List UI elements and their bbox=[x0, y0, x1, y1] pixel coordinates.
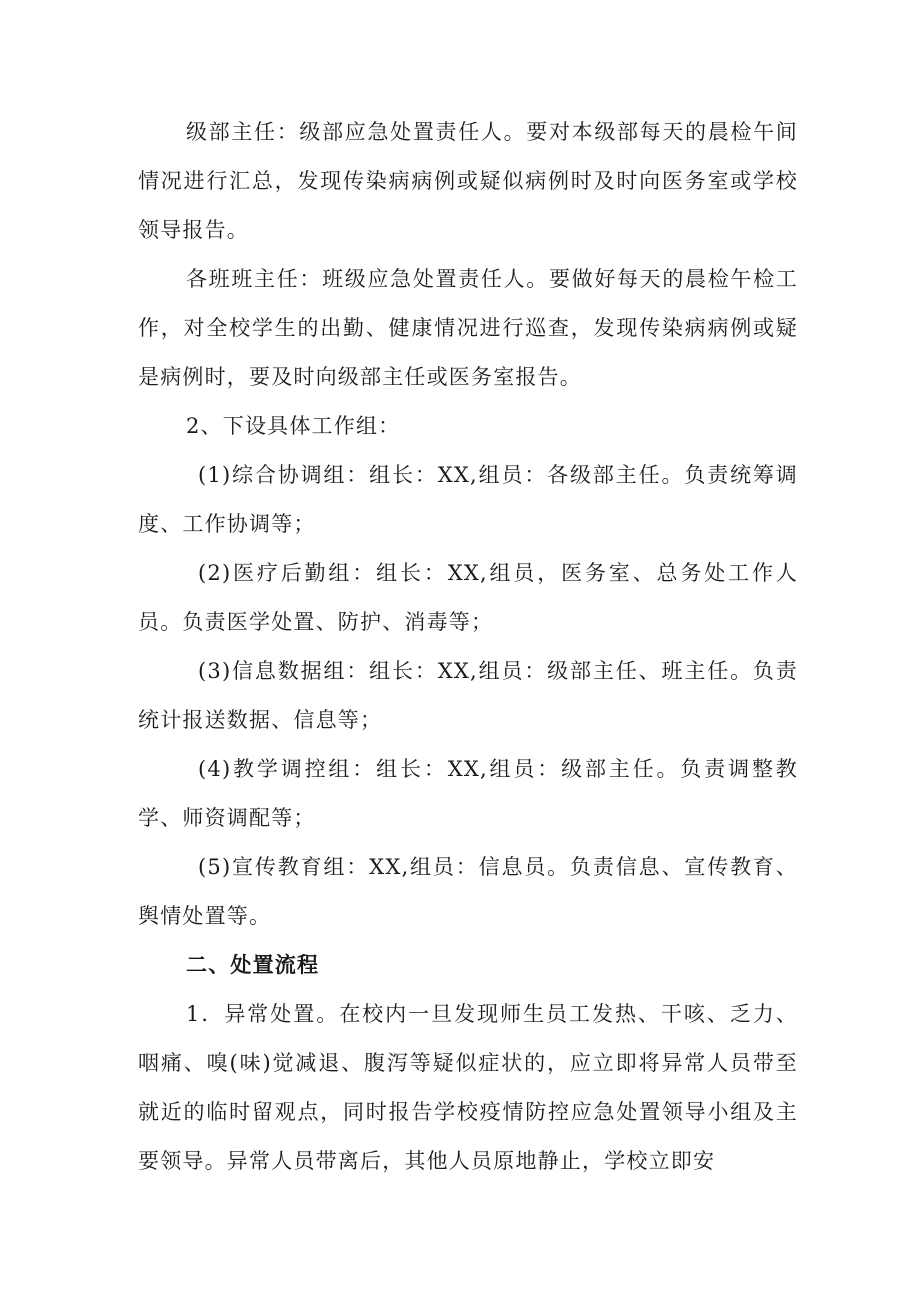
document-body bbox=[138, 108, 798, 1186]
paragraph-abnormal-handling: 1．异常处置。在校内一旦发现师生员工发热、干咳、乏力、咽痛、嗅(味)觉减退、腹泻等疑似症状的，应立即将异常人员带至就近的临时留观点，同时报告学校疫情防控应急处置领导小组及主要领导。异常人员带离后，其他人员原地静止，学校立即安 bbox=[138, 1002, 798, 1173]
paragraph-group-coordination: (1)综合协调组：组长：XX,组员：各级部主任。负责统筹调度、工作协调等； bbox=[138, 463, 798, 536]
paragraph-class-teacher: 各班班主任：班级应急处置责任人。要做好每天的晨检午检工作，对全校学生的出勤、健康情况进行巡查，发现传染病病例或疑是病例时，要及时向级部主任或医务室报告。 bbox=[138, 267, 798, 389]
paragraph-grade-director: 级部主任：级部应急处置责任人。要对本级部每天的晨检午间情况进行汇总，发现传染病病例或疑似病例时及时向医务室或学校领导报告。 bbox=[138, 120, 798, 242]
paragraph-group-medical: (2)医疗后勤组：组长：XX,组员，医务室、总务处工作人员。负责医学处置、防护、消毒等； bbox=[138, 561, 798, 634]
section-heading: 二、处置流程 bbox=[186, 953, 320, 977]
paragraph-group-teaching: (4)教学调控组：组长：XX,组员：级部主任。负责调整教学、师资调配等； bbox=[138, 757, 798, 830]
paragraph-group-information: (3)信息数据组：组长：XX,组员：级部主任、班主任。负责统计报送数据、信息等； bbox=[138, 659, 798, 732]
paragraph-group-publicity: (5)宣传教育组：XX,组员：信息员。负责信息、宣传教育、舆情处置等。 bbox=[138, 855, 798, 928]
paragraph-working-groups: 2、下设具体工作组： bbox=[186, 414, 401, 438]
